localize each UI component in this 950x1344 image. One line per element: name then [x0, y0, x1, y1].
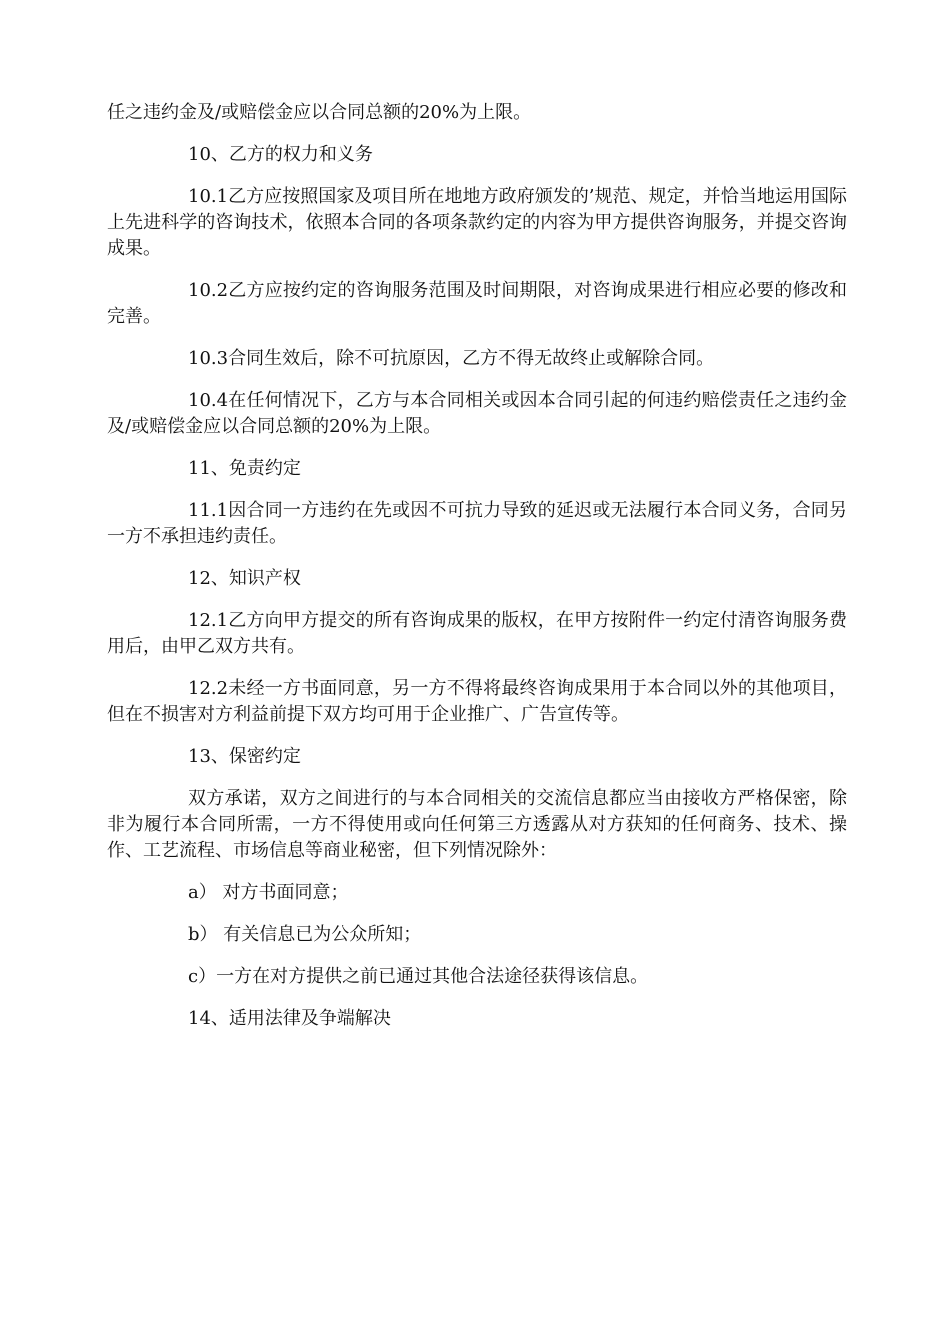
- clause-10-3: 10.3合同生效后，除不可抗原因，乙方不得无故终止或解除合同。: [188, 348, 715, 369]
- clause-10-1: 10.1乙方应按照国家及项目所在地地方政府颁发的’规范、规定，并恰当地运用国际上先进科学的咨询技术，依照本合同的各项条款约定的内容为甲方提供咨询服务，并提交咨询成果。: [107, 186, 847, 259]
- section-heading-11: 11、免责约定: [188, 458, 301, 479]
- list-item-b: b） 有关信息已为公众所知；: [188, 924, 422, 945]
- clause-10-4: 10.4在任何情况下，乙方与本合同相关或因本合同引起的何违约赔偿责任之违约金及/或赔偿金应以合同总额的20%为上限。: [107, 390, 847, 437]
- section-heading-10: 10、乙方的权力和义务: [188, 144, 373, 165]
- section-heading-14: 14、适用法律及争端解决: [188, 1008, 391, 1029]
- section-heading-12: 12、知识产权: [188, 568, 301, 589]
- clause-10-2: 10.2乙方应按约定的咨询服务范围及时间期限，对咨询成果进行相应必要的修改和完善。: [107, 280, 847, 327]
- list-item-c: c）一方在对方提供之前已通过其他合法途径获得该信息。: [188, 966, 649, 987]
- paragraph-continuation-9-4: 任之违约金及/或赔偿金应以合同总额的20%为上限。: [107, 102, 532, 123]
- clause-11-1: 11.1因合同一方违约在先或因不可抗力导致的延迟或无法履行本合同义务，合同另一方不承担违约责任。: [107, 500, 847, 547]
- section-heading-13: 13、保密约定: [188, 746, 301, 767]
- clause-12-2: 12.2未经一方书面同意，另一方不得将最终咨询成果用于本合同以外的其他项目，但在不损害对方利益前提下双方均可用于企业推广、广告宣传等。: [107, 678, 847, 725]
- clause-12-1: 12.1乙方向甲方提交的所有咨询成果的版权，在甲方按附件一约定付清咨询服务费用后，由甲乙双方共有。: [107, 610, 847, 657]
- document-body: [107, 100, 847, 1048]
- list-item-a: a） 对方书面同意；: [188, 882, 349, 903]
- clause-13-body: 双方承诺，双方之间进行的与本合同相关的交流信息都应当由接收方严格保密，除非为履行本合同所需，一方不得使用或向任何第三方透露从对方获知的任何商务、技术、操作、工艺流程、市场信息等商业秘密，但下列情况除外：: [107, 788, 847, 861]
